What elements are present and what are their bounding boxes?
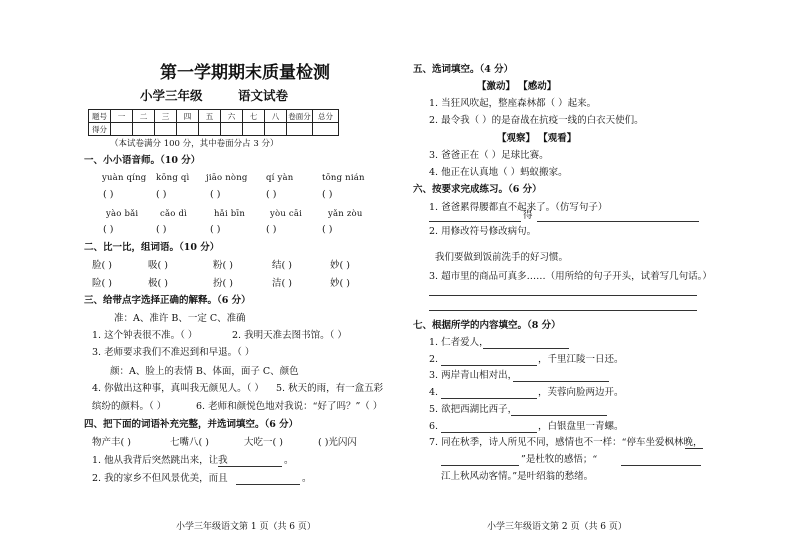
question-text[interactable]: 3. 爸爸正在（ ）足球比赛。 — [429, 150, 549, 161]
section-2-title: 二、比一比，组词语。（10 分） — [84, 242, 220, 253]
idiom-item[interactable]: 七嘴八( ) — [170, 437, 209, 448]
section-6-title: 六、按要求完成练习。（6 分） — [413, 184, 542, 195]
answer-paren[interactable]: ( ) — [266, 224, 277, 235]
pinyin-word: yào bǎi — [106, 209, 139, 219]
question-text: 2. 我的家乡不但风景优美，而且 — [92, 473, 228, 484]
answer-paren[interactable]: ( ) — [266, 189, 277, 200]
idiom-item[interactable]: 物产丰( ) — [92, 437, 131, 448]
question-text[interactable]: 1. 当狂风吹起，整座森林都（ ）起来。 — [429, 98, 597, 109]
answer-paren[interactable]: ( ) — [210, 224, 221, 235]
score-input-cell[interactable] — [133, 123, 155, 136]
score-input-cell[interactable] — [177, 123, 199, 136]
question-text[interactable]: 缤纷的颜料。（ ） — [92, 401, 167, 412]
answer-blank[interactable] — [441, 398, 537, 399]
subject-label: 语文试卷 — [238, 88, 289, 103]
answer-blank[interactable] — [537, 221, 699, 222]
question-text: 3. 超市里的商品可真多……（用所给的句子开头，试着写几句话。） — [429, 271, 712, 282]
question-text: ，白银盘里一青螺。 — [538, 421, 624, 432]
score-input-cell[interactable] — [111, 123, 133, 136]
score-input-cell[interactable] — [265, 123, 287, 136]
char-compare-item[interactable]: 脸( ) — [92, 260, 112, 271]
answer-paren[interactable]: ( ) — [156, 189, 167, 200]
sentence-to-correct[interactable]: 我们要做到饭前洗手的好习惯。 — [435, 252, 569, 263]
answer-blank[interactable] — [483, 348, 569, 349]
exam-page-2 — [397, 0, 794, 544]
answer-paren[interactable]: ( ) — [210, 189, 221, 200]
page-footer: 小学三年级语文第 2 页（共 6 页） — [487, 522, 627, 532]
question-text[interactable]: 2. 最令我（ ）的是奋战在抗疫一线的白衣天使们。 — [429, 115, 644, 126]
answer-blank[interactable] — [441, 365, 537, 366]
question-text: 得 — [523, 210, 533, 221]
char-compare-item[interactable]: 结( ) — [272, 260, 292, 271]
question-number: 4. — [429, 387, 439, 398]
answer-paren[interactable]: ( ) — [322, 224, 333, 235]
score-cell: 三 — [155, 110, 177, 123]
answer-blank[interactable] — [513, 381, 609, 382]
score-cell: 四 — [177, 110, 199, 123]
idiom-item[interactable]: 大吃一( ) — [244, 437, 283, 448]
section-3-title: 三、给带点字选择正确的解释。（6 分） — [84, 295, 251, 306]
word-choices: 【激动】 【感动】 — [477, 81, 557, 92]
pinyin-word: tōng nián — [322, 173, 365, 183]
question-text: ”是杜牧的感悟；“ — [521, 454, 598, 465]
score-table — [88, 109, 339, 136]
answer-blank[interactable] — [218, 466, 282, 467]
idiom-item[interactable]: ( )光闪闪 — [318, 437, 357, 448]
score-input-cell[interactable] — [155, 123, 177, 136]
score-table-score-row — [89, 123, 339, 136]
char-compare-item[interactable]: 吸( ) — [148, 260, 168, 271]
score-cell: 题号 — [89, 110, 111, 123]
options-text: 颜：A、脸上的表情 B、体面，面子 C、颜色 — [110, 366, 299, 377]
char-compare-item[interactable]: 妙( ) — [330, 278, 350, 289]
score-table-header-row — [89, 110, 339, 123]
char-compare-item[interactable]: 扮( ) — [213, 278, 233, 289]
answer-blank[interactable] — [621, 465, 701, 466]
page-footer: 小学三年级语文第 1 页（共 6 页） — [176, 522, 316, 532]
question-text[interactable]: 3. 老师要求我们不准迟到和早退。（ ） — [92, 347, 255, 358]
question-number: 2. — [429, 354, 439, 365]
pinyin-word: yǎn zòu — [328, 209, 363, 219]
score-input-cell[interactable] — [243, 123, 265, 136]
score-input-cell[interactable] — [199, 123, 221, 136]
question-end: 。 — [302, 473, 312, 484]
answer-blank[interactable] — [441, 465, 519, 466]
question-text[interactable]: 4. 他正在认真地（ ）蚂蚁搬家。 — [429, 167, 568, 178]
question-text: ，千里江陵一日还。 — [538, 354, 624, 365]
score-cell: 总分 — [313, 110, 339, 123]
pinyin-word: jiāo nòng — [206, 173, 248, 183]
section-1-title: 一、小小语音师。（10 分） — [84, 155, 201, 166]
question-text[interactable]: 5. 秋天的雨，有一盒五彩 — [276, 383, 384, 394]
score-input-cell[interactable] — [221, 123, 243, 136]
question-text: 5. 欲把西湖比西子， — [429, 404, 518, 415]
char-compare-item[interactable]: 险( ) — [92, 278, 112, 289]
question-text: ，芙蓉向脸两边开。 — [538, 387, 624, 398]
question-text: 1. 爸爸累得腰都直不起来了。（仿写句子） — [429, 202, 608, 213]
question-text[interactable]: 4. 你做出这种事，真叫我无颜见人。（ ） — [92, 383, 264, 394]
pinyin-word: yòu cāi — [270, 209, 303, 219]
options-text: 准：A、准许 B、一定 C、准确 — [114, 313, 246, 324]
score-cell: 一 — [111, 110, 133, 123]
char-compare-item[interactable]: 妙( ) — [330, 260, 350, 271]
char-compare-item[interactable]: 极( ) — [148, 278, 168, 289]
answer-blank[interactable] — [685, 448, 703, 449]
score-note: （本试卷满分 100 分，其中卷面分占 3 分） — [110, 139, 279, 149]
char-compare-item[interactable]: 粉( ) — [213, 260, 233, 271]
pinyin-word: hǎi bīn — [214, 209, 245, 219]
answer-blank[interactable] — [511, 415, 607, 416]
section-4-title: 四、把下面的词语补充完整，并选词填空。（6 分） — [84, 419, 299, 430]
score-cell: 卷面分 — [288, 111, 311, 121]
answer-paren[interactable]: ( ) — [103, 189, 114, 200]
score-cell: 得分 — [89, 123, 111, 136]
answer-paren[interactable]: ( ) — [156, 224, 167, 235]
pinyin-word: kōng qì — [156, 173, 190, 183]
pinyin-word: qí yàn — [266, 173, 294, 183]
score-input-cell[interactable] — [313, 123, 339, 136]
question-text[interactable]: 2. 我明天准去图书馆。（ ） — [232, 330, 347, 341]
question-text: 1. 仁者爱人， — [429, 337, 489, 348]
answer-blank[interactable] — [441, 432, 537, 433]
word-choices: 【观察】 【观看】 — [497, 133, 577, 144]
answer-paren[interactable]: ( ) — [322, 189, 333, 200]
question-text: 7. 同在秋季，诗人所见不同，感情也不一样：“停车坐爱枫林晚， — [429, 437, 703, 448]
score-cell: 二 — [133, 110, 155, 123]
question-number: 6. — [429, 421, 439, 432]
question-text: 3. 两岸青山相对出， — [429, 370, 518, 381]
answer-line[interactable] — [429, 310, 697, 311]
grade-label: 小学三年级 — [140, 88, 203, 103]
answer-line[interactable] — [429, 295, 697, 296]
score-input-cell[interactable] — [287, 123, 313, 136]
answer-blank[interactable] — [236, 484, 300, 485]
section-5-title: 五、选词填空。（4 分） — [413, 64, 514, 75]
score-cell: 八 — [265, 110, 287, 123]
pinyin-word: yuàn qíng — [102, 173, 147, 183]
exam-title: 第一学期期末质量检测 — [160, 63, 330, 83]
answer-paren[interactable]: ( ) — [103, 224, 114, 235]
char-compare-item[interactable]: 洁( ) — [272, 278, 292, 289]
answer-blank[interactable] — [429, 221, 521, 222]
question-end: 。 — [284, 455, 294, 466]
question-text: 1. 他从我背后突然跳出来，让我 — [92, 455, 228, 466]
score-cell: 七 — [243, 110, 265, 123]
score-cell: 五 — [199, 110, 221, 123]
pinyin-word: cǎo dì — [160, 209, 188, 219]
question-text[interactable]: 6. 老师和颜悦色地对我说：“好了吗？”（ ） — [196, 401, 383, 412]
section-7-title: 七、根据所学的内容填空。（8 分） — [413, 320, 561, 331]
question-text: 江上秋风动客情。”是叶绍翁的愁绪。 — [441, 471, 594, 482]
score-cell: 六 — [221, 110, 243, 123]
question-text[interactable]: 1. 这个钟表很不准。（ ） — [92, 330, 198, 341]
question-text: 2. 用修改符号修改病句。 — [429, 226, 537, 237]
